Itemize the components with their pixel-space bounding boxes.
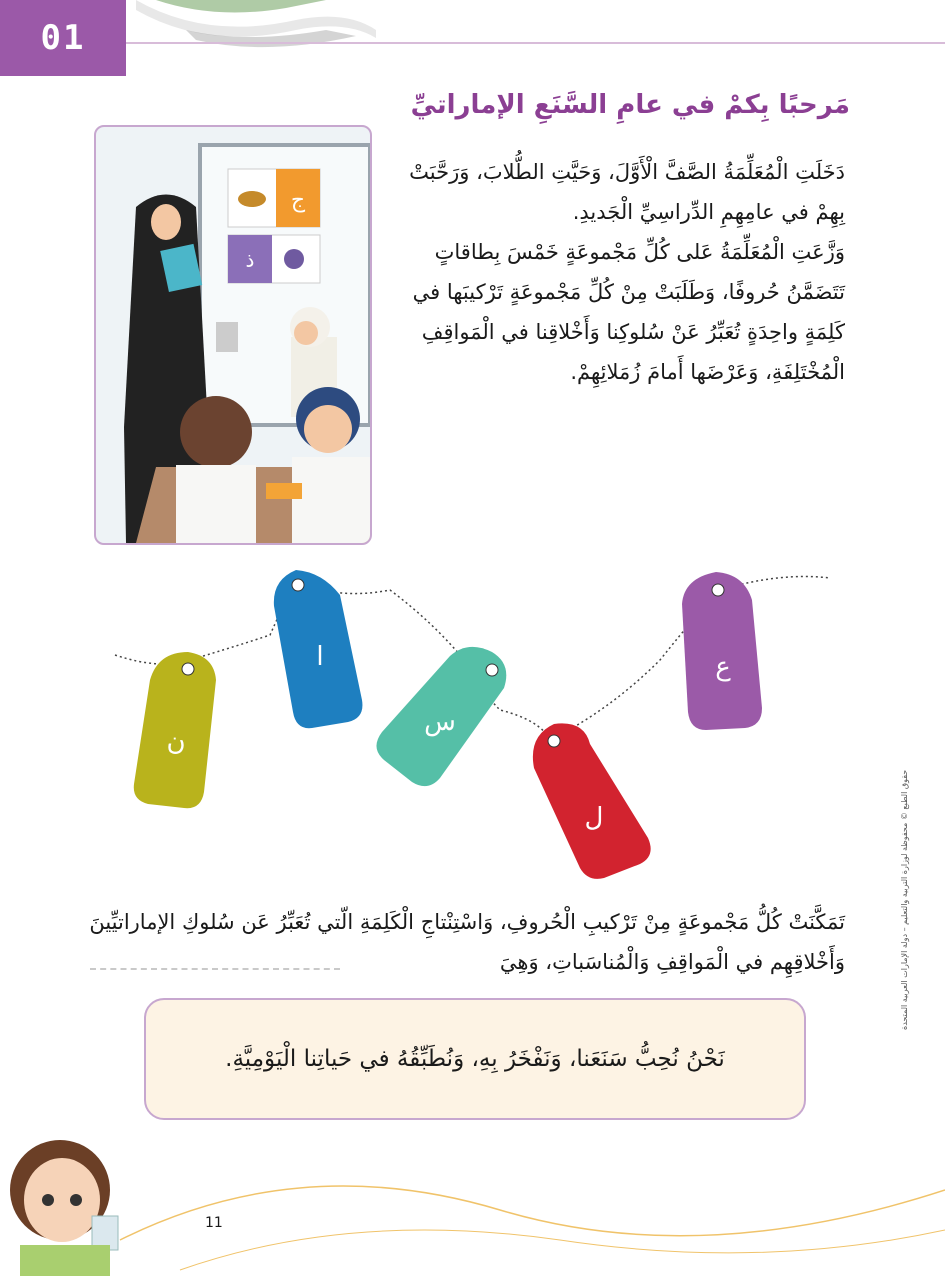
tag-ain — [682, 572, 762, 730]
tag-alif — [274, 570, 363, 728]
conclusion-text: نَحْنُ نُحِبُّ سَنَعَنا، وَنَفْخَرُ بِهِ، وَنُطَبِّقُهُ في حَياتِنا الْيَوْمِيَّةِ. — [225, 1046, 725, 1072]
story-paragraph-1: دَخَلَتِ الْمُعَلِّمَةُ الصَّفَّ الْأَوَّلَ، وَحَيَّتِ الطُّلابَ، وَرَحَّبَتْ بِهِمْ في عامِهِمِ الدِّراسِيِّ الْجَديدِ. — [409, 160, 845, 224]
tag-letter: ل — [584, 803, 604, 833]
classroom-illustration — [94, 125, 372, 545]
tag-lam — [533, 723, 651, 878]
summary-text: تَمَكَّنَتْ كُلُّ مَجْموعَةٍ مِنْ تَرْكيبِ الْحُروفِ، وَاسْتِنْتاجِ الْكَلِمَةِ الّتي تُعَبِّرُ عَن سُلوكِ الإماراتيِّينَ وَأَخْلاقِهِم في الْمَواقِفِ وَالْمُناسَباتِ، وَهِيَ — [89, 910, 845, 974]
copyright-note: حقوق الطبع © محفوظة لوزارة التربية والتعليم – دولة الإمارات العربية المتحدة — [900, 769, 909, 1030]
header-rule — [126, 42, 945, 44]
story-paragraph-2: وَزَّعَتِ الْمُعَلِّمَةُ عَلى كُلِّ مَجْموعَةٍ خَمْسَ بِطاقاتٍ تَتَضَمَّنُ حُروفًا، وَطَلَبَتْ مِنْ كُلِّ مَجْموعَةٍ تَرْكيبَها في كَلِمَةٍ واحِدَةٍ تُعَبِّرُ عَنْ سُلوكِنا وَأَخْلاقِنا في الْمَواقِفِ الْمُخْتَلِفَةِ، وَعَرْضَها أَمامَ زُمَلائِهِمْ. — [412, 240, 845, 384]
conclusion-box — [144, 998, 806, 1120]
tag-noon — [134, 652, 216, 808]
girl-illustration — [10, 1140, 118, 1276]
page-number: 11 — [205, 1215, 223, 1231]
card-letter-bottom: ذ — [245, 248, 255, 272]
story-text — [375, 152, 845, 392]
tag-seen — [376, 647, 506, 786]
tag-letter: ع — [715, 652, 731, 682]
answer-blank-line — [90, 968, 340, 970]
letter-tags-garland — [100, 560, 835, 890]
tag-letter: ن — [166, 727, 186, 757]
footer-decoration — [0, 1120, 945, 1276]
unit-number: 01 — [40, 18, 86, 58]
tag-letter: ا — [316, 642, 324, 672]
tag-letter: س — [424, 707, 456, 737]
card-letter-top: ج — [290, 188, 306, 213]
lesson-title: مَرحبًا بِكمْ في عامِ السَّنَعِ الإماراتيِّ — [410, 90, 850, 120]
